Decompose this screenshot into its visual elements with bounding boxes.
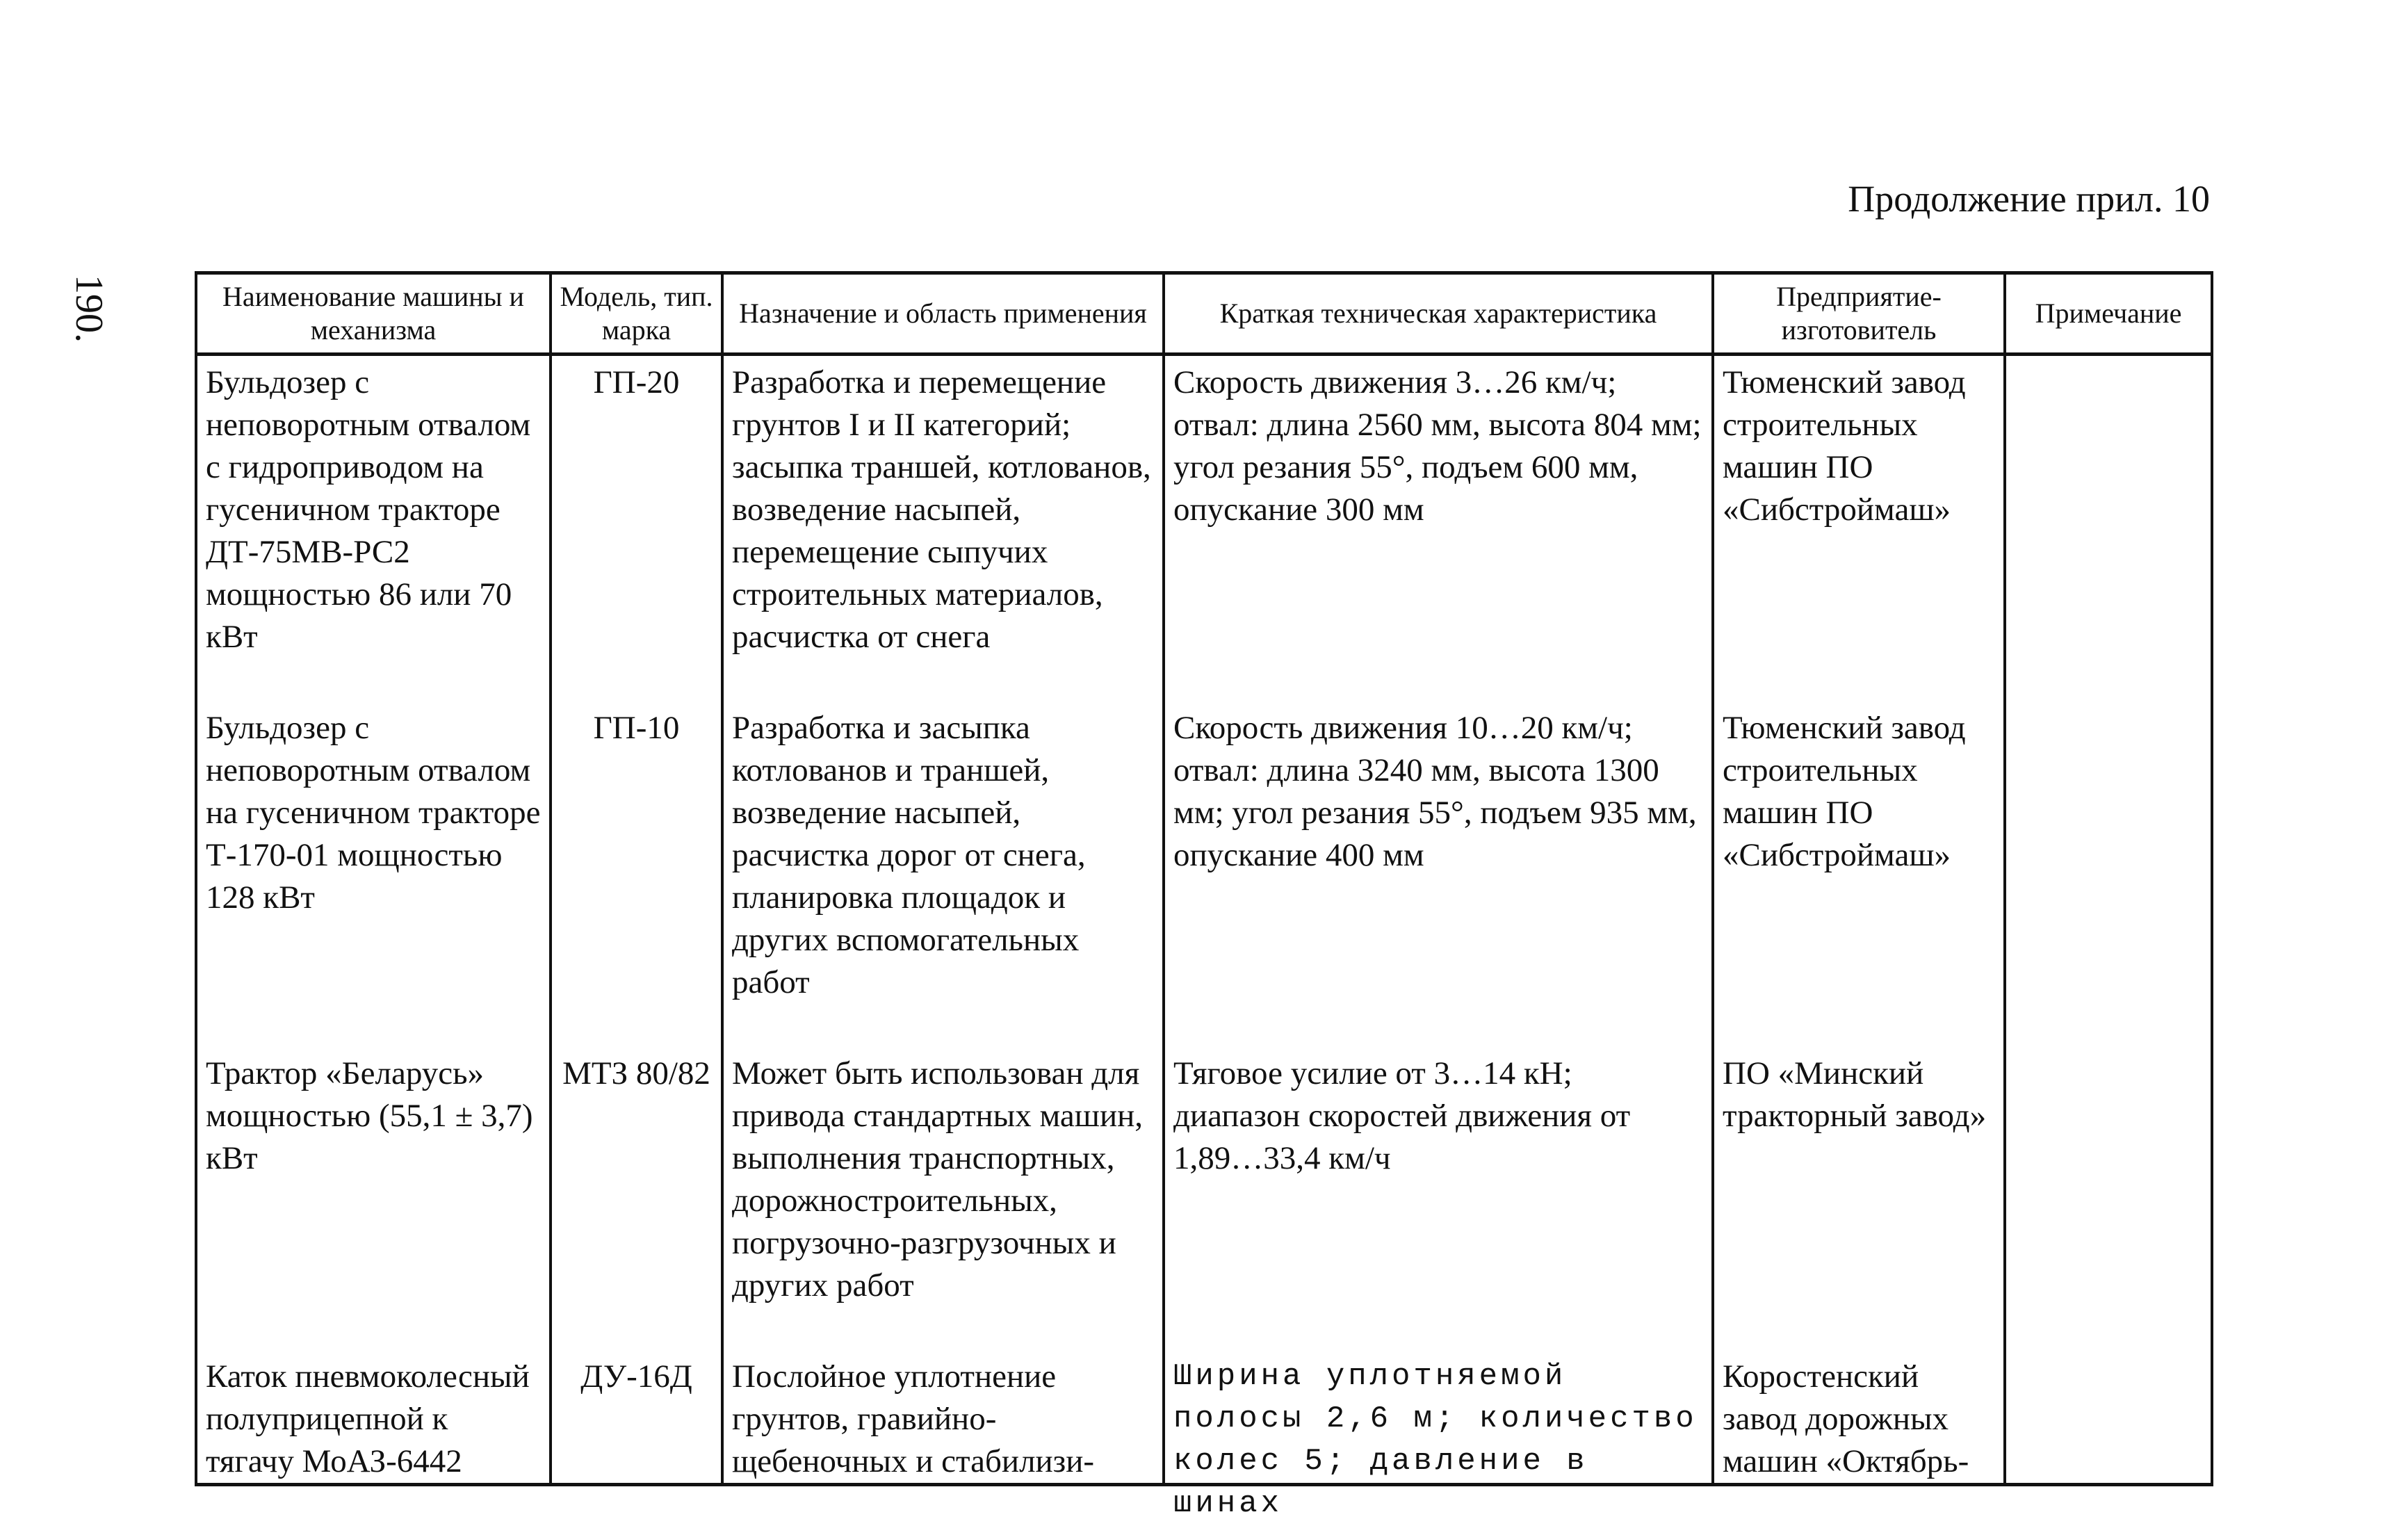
table-row	[196, 1053, 2212, 1356]
cell-name: Бульдозер с неповоротным отвалом на гусеничном тракторе Т-170-01 мощностью 128 кВт	[196, 707, 551, 1053]
cell-purpose: Разработка и засыпка котлованов и траншей, возведение насыпей, расчистка дорог от снега, планировка площадок и других вспомогательных работ	[722, 707, 1164, 1053]
cell-manufacturer: Тюменский завод строительных машин ПО «Сибстроймаш»	[1713, 355, 2005, 708]
table-header-row	[196, 273, 2212, 355]
cell-name: Трактор «Беларусь» мощностью (55,1 ± 3,7) кВт	[196, 1053, 551, 1356]
cell-manufacturer	[1713, 1356, 2005, 1485]
table-row	[196, 355, 2212, 708]
cell-name: Бульдозер с неповоротным отвалом с гидроприводом на гусеничном тракторе ДТ-75МВ-РС2 мощностью 86 или 70 кВт	[196, 355, 551, 708]
cell-note	[2005, 1356, 2212, 1485]
header-manufacturer: Предприятие-изготовитель	[1713, 273, 2005, 355]
cell-model: МТЗ 80/82	[551, 1053, 722, 1356]
cell-manufacturer-text: Коростенский завод дорожных машин «Октябрь-	[1723, 1358, 1969, 1479]
cell-specs	[1164, 1356, 1713, 1521]
cell-model: ГП-10	[551, 707, 722, 1053]
cell-manufacturer: ПО «Минский тракторный завод»	[1713, 1053, 2005, 1356]
continuation-label: Продолжение прил. 10	[1848, 178, 2210, 220]
cell-note-text	[2015, 1356, 2204, 1483]
header-purpose: Назначение и область применения	[722, 273, 1164, 355]
table-row	[196, 707, 2212, 1053]
cell-note	[2005, 1053, 2212, 1356]
cell-purpose-text: Послойное уплотнение грунтов, гравийно-щебеночных и стабилизи-	[732, 1358, 1095, 1479]
cell-purpose: Может быть использован для привода стандартных машин, выполнения транспортных, дорожностроительных, погрузочно-разгрузочных и других работ	[722, 1053, 1164, 1356]
cell-model: ГП-20	[551, 355, 722, 708]
cell-model	[551, 1356, 722, 1485]
header-model: Модель, тип. марка	[551, 273, 722, 355]
cell-specs: Скорость движения 3…26 км/ч; отвал: длина 2560 мм, высота 804 мм; угол резания 55°, подъем 600 мм, опускание 300 мм	[1164, 355, 1713, 708]
page-number: 190.	[67, 275, 111, 343]
header-specs: Краткая техническая характеристика	[1164, 273, 1713, 355]
cell-specs: Тяговое усилие от 3…14 кН; диапазон скоростей движения от 1,89…33,4 км/ч	[1164, 1053, 1713, 1356]
header-name: Наименование машины и механизма	[196, 273, 551, 355]
equipment-table	[195, 271, 2213, 1521]
cell-purpose: Разработка и перемещение грунтов I и II категорий; засыпка траншей, котлованов, возведение насыпей, перемещение сыпучих строительных материалов, расчистка от снега	[722, 355, 1164, 708]
cell-note	[2005, 355, 2212, 708]
cell-model-text: ДУ-16Д	[580, 1358, 692, 1395]
table-row	[196, 1356, 2212, 1485]
cell-name-text: Каток пневмоколесный полуприцепной к тягачу МоАЗ-6442	[206, 1358, 530, 1479]
cell-specs-text: Ширина уплотняемой полосы 2,6 м; количество колес 5; давление в шинах	[1173, 1359, 1698, 1521]
cell-name	[196, 1356, 551, 1485]
cell-note	[2005, 707, 2212, 1053]
cell-purpose	[722, 1356, 1164, 1485]
cell-specs: Скорость движения 10…20 км/ч; отвал: длина 3240 мм, высота 1300 мм; угол резания 55°, подъем 935 мм, опускание 400 мм	[1164, 707, 1713, 1053]
header-note: Примечание	[2005, 273, 2212, 355]
cell-manufacturer: Тюменский завод строительных машин ПО «Сибстроймаш»	[1713, 707, 2005, 1053]
